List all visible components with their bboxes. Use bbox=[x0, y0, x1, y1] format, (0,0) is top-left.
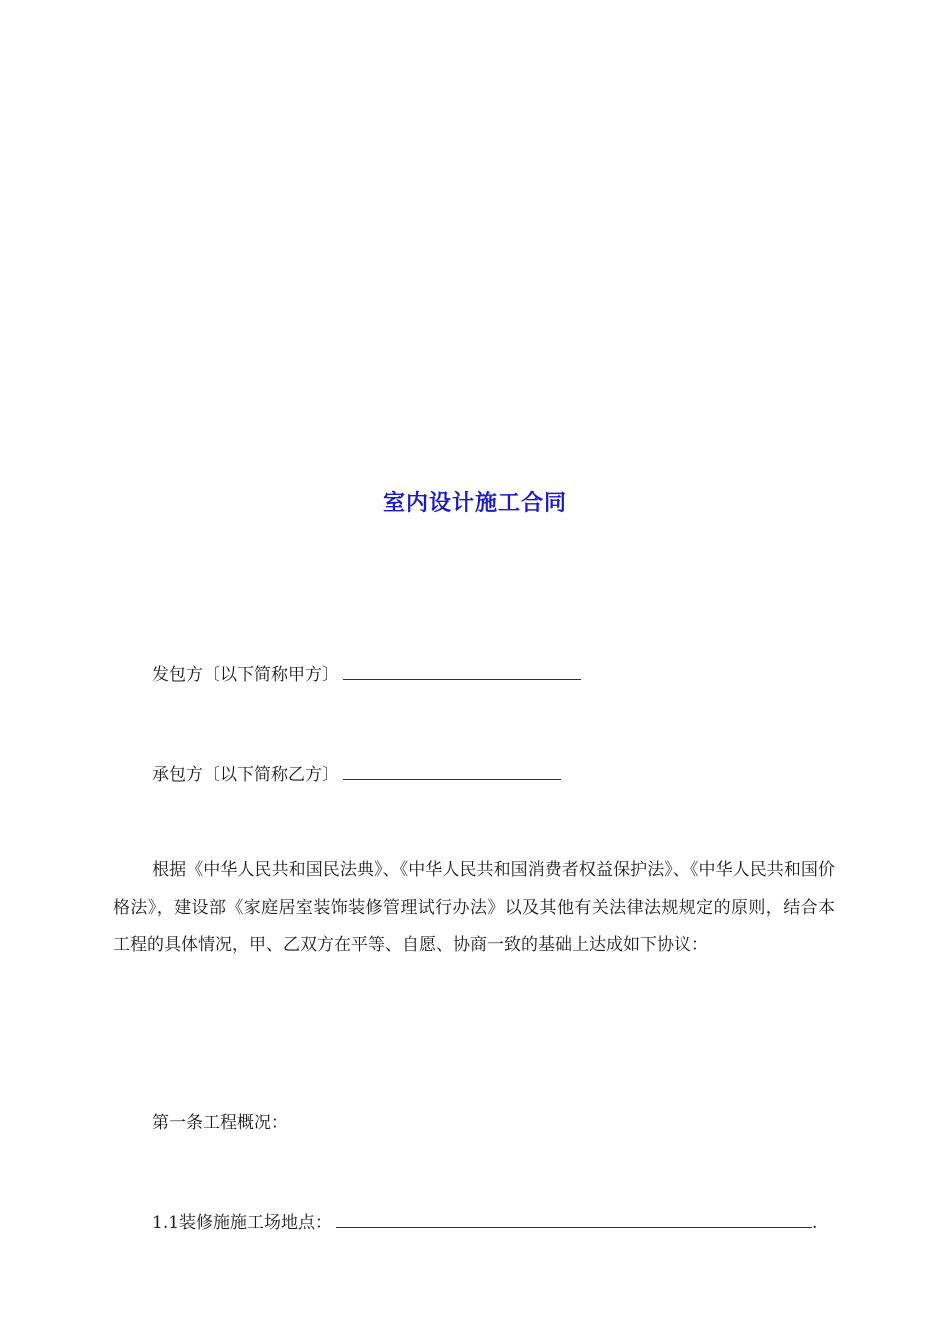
page-title: 室内设计施工合同 bbox=[382, 491, 567, 516]
article1-heading: 第一条工程概况： bbox=[152, 1113, 288, 1133]
party-b-blank[interactable] bbox=[343, 763, 561, 780]
party-b-line bbox=[152, 760, 561, 785]
item-1-1-blank[interactable] bbox=[336, 1211, 812, 1228]
item-1-1-end: . bbox=[812, 1213, 818, 1233]
party-a-line bbox=[152, 660, 581, 685]
item-1-1-line bbox=[152, 1208, 817, 1233]
party-a-blank[interactable] bbox=[343, 663, 581, 680]
party-a-label: 发包方〔以下简称甲方〕 bbox=[152, 665, 339, 685]
item-1-1-label: 1.1装修施施工场地点： bbox=[152, 1213, 333, 1233]
preamble-paragraph: 根据《中华人民共和国民法典》、《中华人民共和国消费者权益保护法》、《中华人民共和国价格法》，建设部《家庭居室装饰装修管理试行办法》以及其他有关法律法规规定的原则，结合本工程的具体情况，甲、乙双方在平等、自愿、协商一致的基础上达成如下协议： bbox=[113, 860, 835, 955]
party-b-label: 承包方〔以下简称乙方〕 bbox=[152, 765, 339, 785]
